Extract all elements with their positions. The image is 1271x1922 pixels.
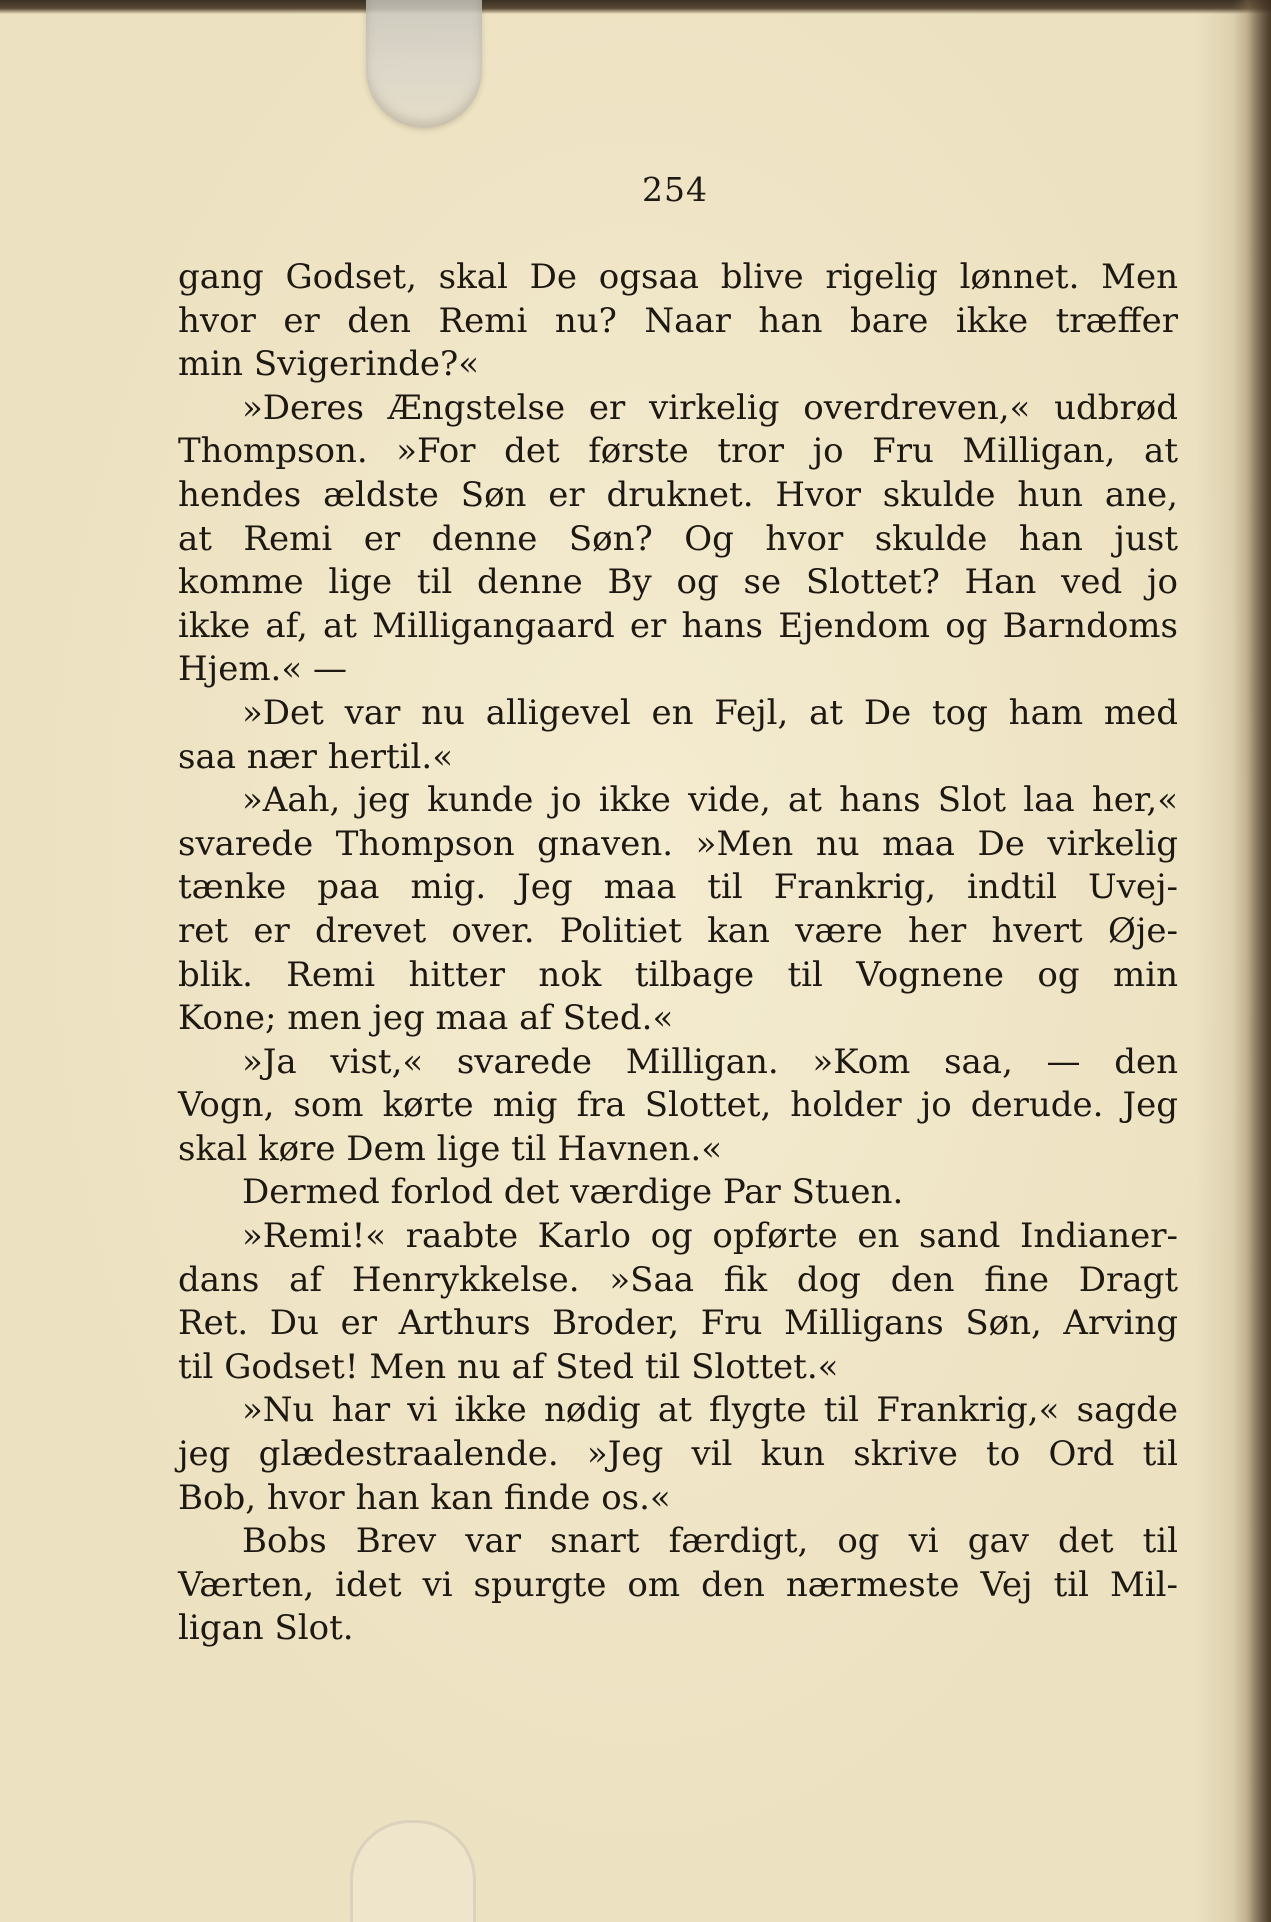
text-line: »Ja vist,« svarede Milligan. »Kom saa, — den [242,1041,1178,1082]
text-line: til Godset! Men nu af Sted til Slottet.« [178,1346,839,1387]
text-line: hvor er den Remi nu? Naar han bare ikke træffer [178,300,1178,341]
text-line: Bob, hvor han kan finde os.« [178,1477,671,1518]
text-line: hendes ældste Søn er druknet. Hvor skulde hun ane, [178,474,1178,515]
text-line: »Nu har vi ikke nødig at flygte til Frankrig,« sagde [242,1390,1178,1431]
page-top-edge [0,0,1271,14]
text-line: Bobs Brev var snart færdigt, og vi gav det til [242,1521,1178,1562]
text-line: Vogn, som kørte mig fra Slottet, holder jo derude. Jeg [178,1085,1178,1126]
text-line: »Deres Ængstelse er virkelig overdreven,« udbrød [242,387,1178,428]
text-line: gang Godset, skal De ogsaa blive rigelig lønnet. Men [178,257,1178,297]
text-line: blik. Remi hitter nok tilbage til Vognene og min [178,954,1178,995]
text-line: »Remi!« raabte Karlo og opførte en sand Indianer- [242,1216,1178,1257]
text-line: at Remi er denne Søn? Og hvor skulde han just [178,518,1178,559]
text-line: skal køre Dem lige til Havnen.« [178,1128,722,1169]
text-line: Kone; men jeg maa af Sted.« [178,998,674,1039]
page-number: 254 [642,170,708,209]
text-line: Ret. Du er Arthurs Broder, Fru Milligans Søn, Arving [178,1303,1178,1344]
body-text [178,256,1178,1651]
text-line: komme lige til denne By og se Slottet? Han ved jo [178,562,1178,603]
text-line: saa nær hertil.« [178,736,454,777]
text-line: jeg glædestraalende. »Jeg vil kun skrive to Ord til [178,1434,1178,1475]
page-binding-edge [1233,0,1271,1922]
text-line: Thompson. »For det første tror jo Fru Milligan, at [178,431,1178,472]
text-line: dans af Henrykkelse. »Saa fik dog den fine Dragt [178,1259,1178,1300]
text-line: ikke af, at Milligangaard er hans Ejendom og Barndoms [178,605,1178,646]
text-line: »Det var nu alligevel en Fejl, at De tog ham med [242,692,1178,733]
text-line: ligan Slot. [178,1608,354,1649]
text-line: tænke paa mig. Jeg maa til Frankrig, indtil Uvej- [178,867,1178,908]
text-line: Dermed forlod det værdige Par Stuen. [242,1172,904,1213]
text-line: Hjem.« — [178,649,347,690]
text-line: Værten, idet vi spurgte om den nærmeste Vej til Mil- [178,1564,1178,1605]
scanner-clip-top [366,0,482,128]
text-line: svarede Thompson gnaven. »Men nu maa De virkelig [178,823,1178,864]
text-line: ret er drevet over. Politiet kan være her hvert Øje- [178,910,1178,951]
text-line: min Svigerinde?« [178,344,480,385]
text-line: »Aah, jeg kunde jo ikke vide, at hans Slot laa her,« [242,780,1178,821]
scanner-clip-bottom [350,1820,476,1922]
